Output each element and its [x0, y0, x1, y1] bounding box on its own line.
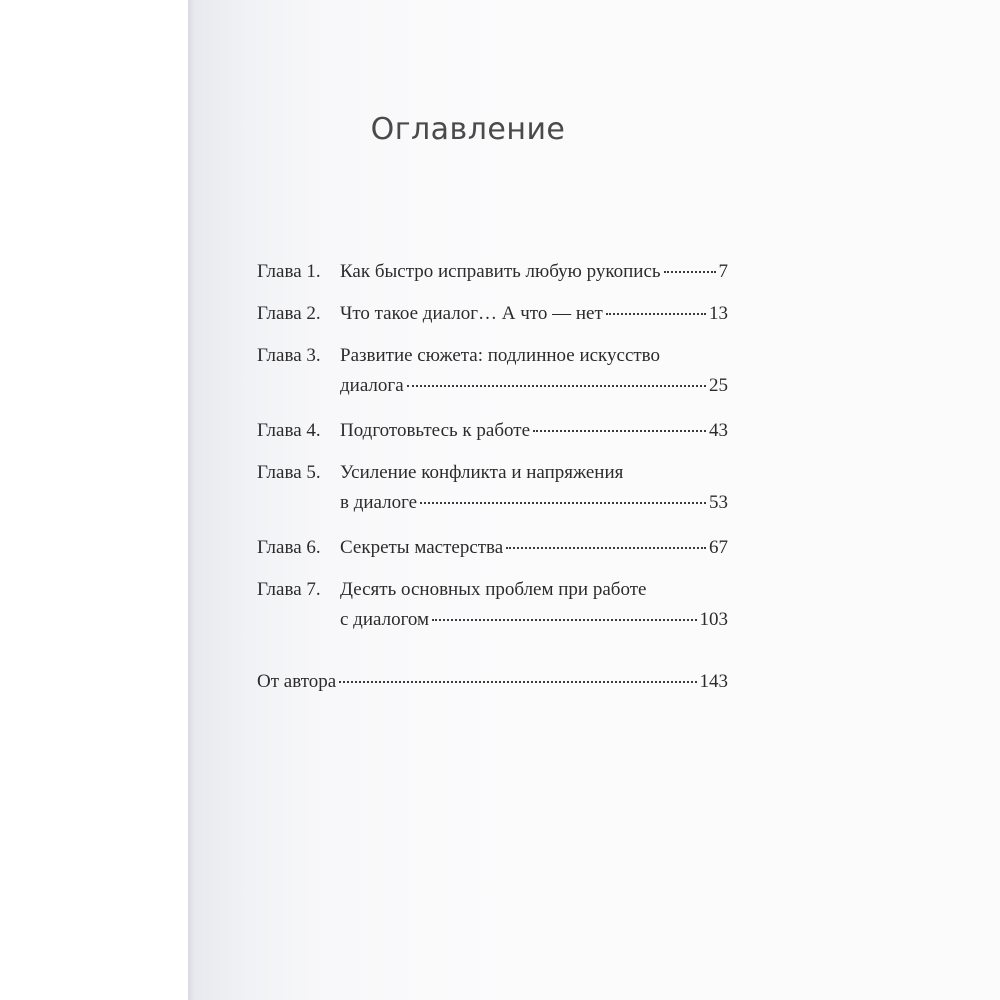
table-of-contents: [188, 0, 1000, 1000]
afterword-entry[interactable]: [257, 671, 728, 693]
chapter-3-title-line-1[interactable]: Развитие сюжета: подлинное искусство: [340, 345, 661, 366]
chapter-4-title: Подготовьтесь к работе: [340, 420, 530, 441]
chapter-5-entry[interactable]: [340, 492, 728, 514]
chapter-6-title: Секреты мастерства: [340, 537, 504, 558]
chapter-4-entry[interactable]: [340, 420, 728, 442]
chapter-1-entry[interactable]: [340, 261, 728, 283]
chapter-2-page: 13: [709, 303, 728, 324]
chapter-3-entry[interactable]: [340, 375, 728, 397]
dot-leader: [664, 271, 716, 273]
chapter-4-label: Глава 4.: [257, 420, 321, 441]
chapter-5-title-line-2: в диалоге: [340, 492, 418, 513]
chapter-6-entry[interactable]: [340, 537, 728, 559]
chapter-2-entry[interactable]: [340, 303, 728, 325]
chapter-3-page: 25: [709, 375, 728, 396]
chapter-1-page: 7: [718, 261, 728, 282]
dot-leader: [407, 385, 706, 387]
chapter-7-label: Глава 7.: [257, 579, 321, 600]
chapter-5-page: 53: [709, 492, 728, 513]
chapter-4-page: 43: [709, 420, 728, 441]
chapter-6-label: Глава 6.: [257, 537, 321, 558]
dot-leader: [533, 430, 706, 432]
dot-leader: [420, 502, 706, 504]
chapter-3-title-line-2: диалога: [340, 375, 404, 396]
chapter-2-title: Что такое диалог… А что — нет: [340, 303, 603, 324]
chapter-5-title-line-1[interactable]: Усиление конфликта и напряжения: [340, 462, 624, 483]
chapter-2-label: Глава 2.: [257, 303, 321, 324]
chapter-5-label: Глава 5.: [257, 462, 321, 483]
book-page: [188, 0, 1000, 1000]
chapter-6-page: 67: [709, 537, 728, 558]
dot-leader: [339, 681, 696, 683]
chapter-7-entry[interactable]: [340, 609, 728, 631]
chapter-7-title-line-2: с диалогом: [340, 609, 430, 630]
chapter-1-label: Глава 1.: [257, 261, 321, 282]
page-title: Оглавление: [370, 112, 566, 147]
chapter-3-label: Глава 3.: [257, 345, 321, 366]
chapter-7-title-line-1[interactable]: Десять основных проблем при работе: [340, 579, 647, 600]
dot-leader: [506, 547, 706, 549]
chapter-7-page: 103: [699, 609, 728, 630]
afterword-title: От автора: [257, 671, 337, 692]
chapter-1-title: Как быстро исправить любую рукопись: [340, 261, 661, 282]
afterword-page: 143: [699, 671, 728, 692]
dot-leader: [606, 313, 706, 315]
dot-leader: [432, 619, 696, 621]
